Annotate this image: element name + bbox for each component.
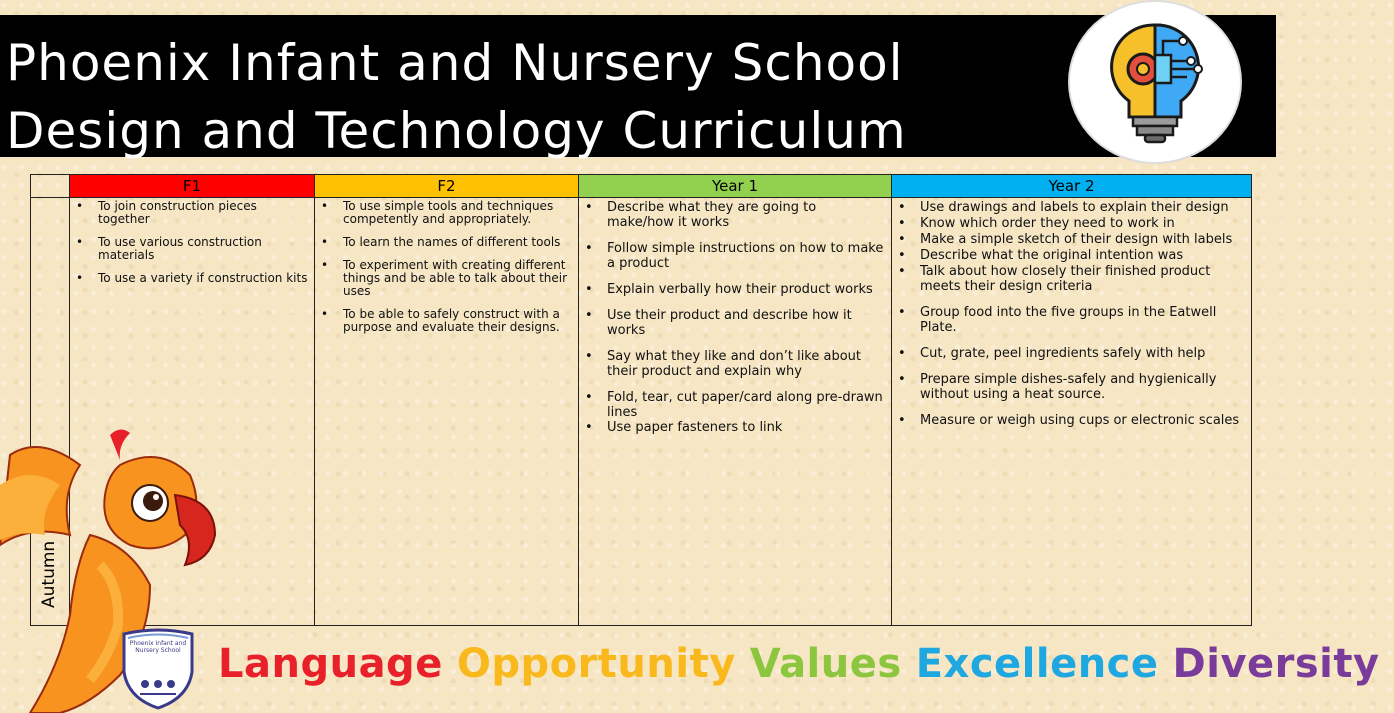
list-item: • Measure or weigh using cups or electronic scales — [896, 413, 1247, 428]
header-row — [31, 175, 1252, 198]
f2-cell — [315, 198, 579, 626]
motto-excellence: Excellence — [915, 641, 1159, 687]
column-header-year2: Year 2 — [892, 175, 1252, 198]
list-item: • Explain verbally how their product works — [583, 282, 887, 297]
f1-list — [74, 200, 310, 285]
list-item: • Describe what they are going to make/how it works — [583, 200, 887, 230]
crest-label: Phoenix Infant and Nursery School — [129, 640, 187, 654]
list-item: • Fold, tear, cut paper/card along pre-drawn lines — [583, 390, 887, 420]
list-item: • Cut, grate, peel ingredients safely with help — [896, 346, 1247, 361]
lightbulb-gear-circuit-icon — [1068, 0, 1242, 164]
list-item: • Prepare simple dishes-safely and hygienically without using a heat source. — [896, 372, 1247, 402]
list-item: • To experiment with creating different things and be able to talk about their uses — [319, 259, 574, 298]
list-item: • Talk about how closely their finished product meets their design criteria — [896, 264, 1247, 294]
column-header-f1: F1 — [70, 175, 315, 198]
motto-values: Values — [749, 641, 902, 687]
motto-opportunity: Opportunity — [456, 641, 736, 687]
list-item: • Use drawings and labels to explain their design — [896, 200, 1247, 215]
list-item: • Make a simple sketch of their design with labels — [896, 232, 1247, 247]
list-item: • Say what they like and don’t like about their product and explain why — [583, 349, 887, 379]
column-header-year1: Year 1 — [579, 175, 892, 198]
list-item: • Know which order they need to work in — [896, 216, 1247, 231]
list-item: • To learn the names of different tools — [319, 236, 574, 249]
page-title-line-1: Phoenix Infant and Nursery School — [6, 34, 904, 92]
list-item: • Use their product and describe how it works — [583, 308, 887, 338]
list-item: • Describe what the original intention was — [896, 248, 1247, 263]
motto-diversity: Diversity — [1172, 641, 1380, 687]
list-item: • To be able to safely construct with a purpose and evaluate their designs. — [319, 308, 574, 334]
motto-language: Language — [218, 641, 443, 687]
year1-list — [583, 200, 887, 435]
corner-cell — [31, 175, 70, 198]
page-title-line-2: Design and Technology Curriculum — [6, 102, 907, 160]
list-item: • Group food into the five groups in the Eatwell Plate. — [896, 305, 1247, 335]
list-item: • Use paper fasteners to link — [583, 420, 887, 435]
year1-cell — [579, 198, 892, 626]
list-item: • To use various construction materials — [74, 236, 310, 262]
f2-list — [319, 200, 574, 334]
year2-cell — [892, 198, 1252, 626]
term-label: Autumn — [39, 540, 59, 608]
list-item: • To join construction pieces together — [74, 200, 310, 226]
year2-list — [896, 200, 1247, 428]
column-header-f2: F2 — [315, 175, 579, 198]
list-item: • To use simple tools and techniques competently and appropriately. — [319, 200, 574, 226]
list-item: • To use a variety if construction kits — [74, 272, 310, 285]
list-item: • Follow simple instructions on how to make a product — [583, 241, 887, 271]
motto-banner — [218, 634, 1394, 694]
